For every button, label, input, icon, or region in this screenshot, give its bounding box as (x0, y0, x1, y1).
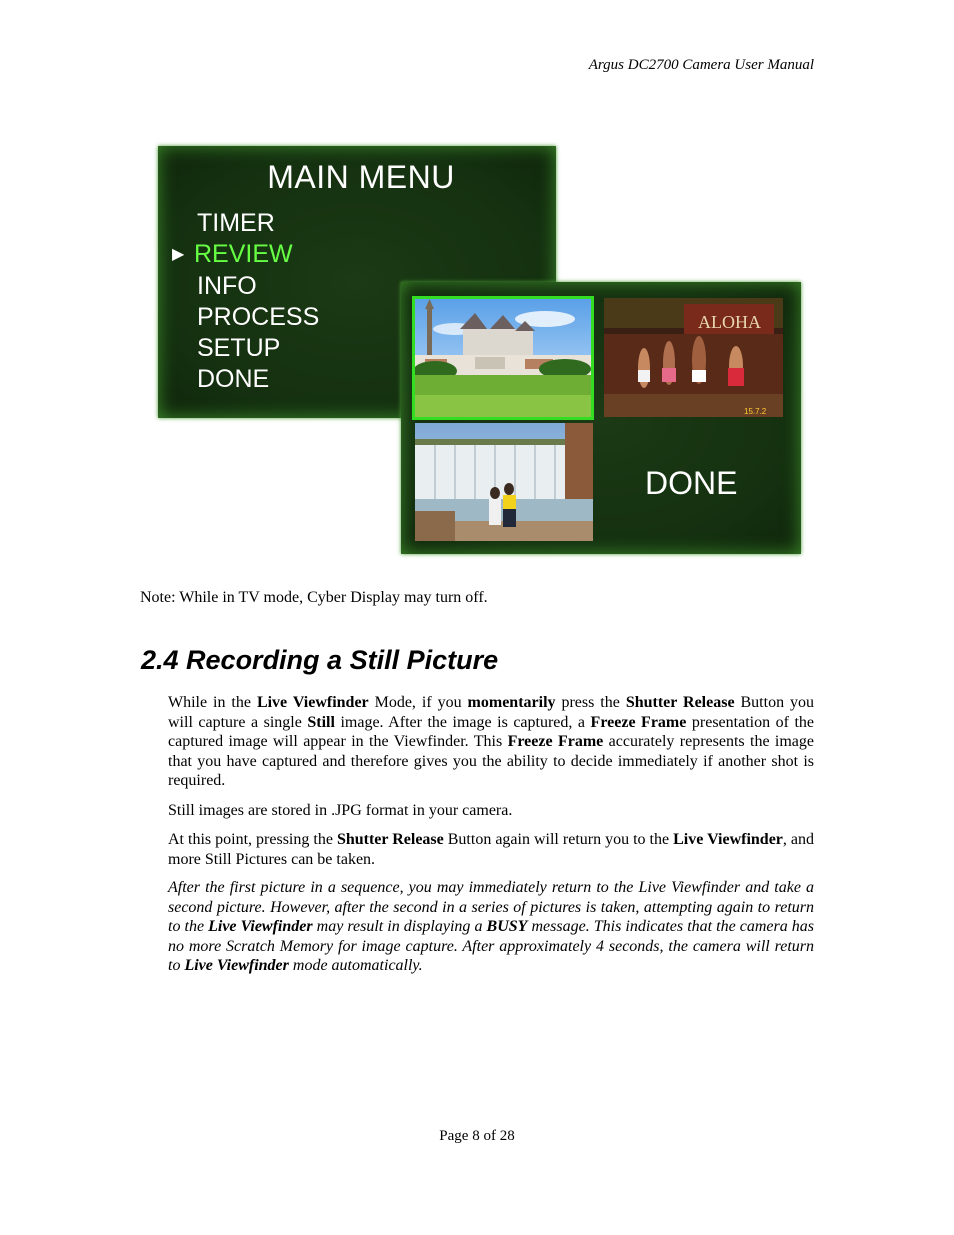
section-heading: 2.4 Recording a Still Picture (141, 645, 499, 675)
page-number: Page 8 of 28 (439, 1128, 515, 1144)
text-run: press the (555, 694, 626, 711)
bold-term: Freeze Frame (507, 733, 604, 751)
text-run: Still images are stored in .JPG format in your camera. (168, 802, 513, 819)
text-run: , and more Still Pictures can be taken. (168, 831, 815, 868)
bold-term: BUSY (486, 918, 528, 936)
bold-term: Live Viewfinder (673, 831, 783, 848)
menu-item-process (197, 302, 319, 333)
bold-term: Freeze Frame (590, 713, 687, 731)
done-label: DONE (645, 465, 738, 501)
menu-item-info (197, 271, 319, 302)
date-stamp-text: 15.7.2 (744, 407, 767, 416)
text-run: Button you will capture a single (168, 694, 815, 731)
text-run: presentation of the captured image will appear in the Viewfinder. This (168, 713, 815, 751)
aloha-dancers-image (604, 298, 783, 417)
text-run: mode automatically. (288, 957, 423, 975)
text-run: Button again will return you to the (443, 831, 674, 848)
review-screen (401, 282, 801, 554)
menu-item-label: TIMER (197, 209, 275, 237)
paragraph-capture (168, 693, 814, 791)
text-run: accurately represents the image that you have captured and therefore gives you the ability to decide immediately if another shot is required. (168, 733, 815, 790)
text-run: While in the (168, 694, 257, 711)
text-run: may result in displaying a (312, 918, 487, 936)
bold-term: Shutter Release (625, 694, 735, 711)
text-run: After the first picture in a sequence, you may immediately return to the Live Viewfinder and take a second picture. However, after the second in a series of pictures is taken, attempting again to return to the (168, 879, 814, 936)
bold-term: Live Viewfinder (184, 957, 289, 975)
thumbnail-castle-landscape (412, 296, 594, 420)
castle-landscape-image (415, 299, 591, 417)
text-run: message. This indicates that the camera has no more Scratch Memory for image capture. After approximately 4 seconds, the camera will return to (168, 918, 814, 975)
menu-item-review (172, 239, 316, 270)
selection-pointer-icon: ▶ (172, 246, 185, 264)
paragraph-busy-note (168, 878, 814, 976)
paragraph-return (168, 830, 814, 869)
menu-item-label: INFO (197, 271, 257, 300)
text-run: image. After the image is captured, a (334, 713, 591, 731)
main-menu-list (172, 208, 320, 396)
thumbnail-waterfall-couple (415, 423, 593, 541)
bold-term: Shutter Release (336, 831, 444, 848)
paragraph-format (168, 801, 814, 821)
menu-item-label: REVIEW (194, 240, 293, 269)
text-run: Mode, if you (368, 694, 468, 711)
menu-item-label: SETUP (197, 334, 281, 363)
bold-term: Live Viewfinder (256, 694, 369, 711)
menu-item-done (197, 364, 319, 395)
tv-mode-note: Note: While in TV mode, Cyber Display may turn off. (140, 589, 488, 606)
main-menu-title: MAIN MENU (267, 159, 455, 195)
menu-item-label: DONE (197, 365, 270, 394)
menu-item-label: PROCESS (197, 302, 320, 331)
menu-item-timer (197, 208, 319, 239)
menu-item-setup (197, 333, 319, 364)
bold-term: Live Viewfinder (208, 918, 313, 936)
text-run: At this point, pressing the (168, 831, 337, 848)
running-header: Argus DC2700 Camera User Manual (588, 57, 814, 73)
waterfall-couple-image (415, 423, 593, 541)
thumbnail-aloha-dancers (604, 298, 783, 417)
aloha-sign-text: ALOHA (698, 312, 761, 332)
bold-term: Still (307, 713, 335, 731)
bold-term: momentarily (467, 694, 556, 711)
